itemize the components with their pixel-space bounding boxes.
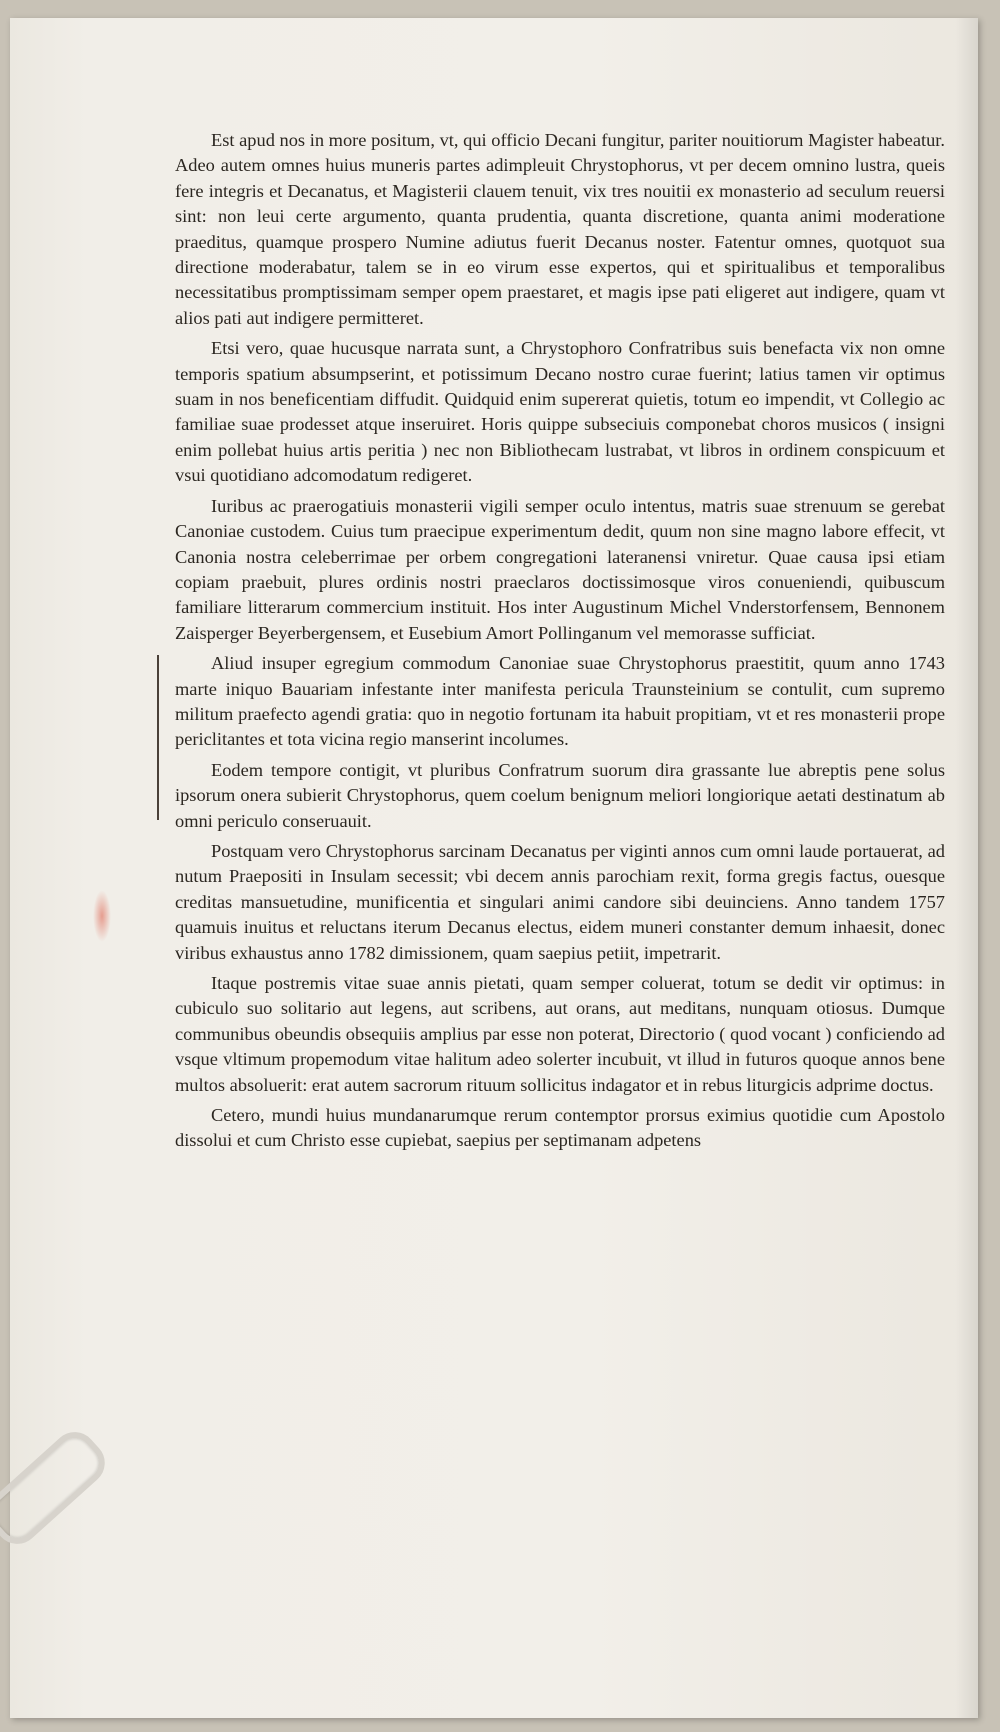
paragraph-7: Itaque postremis vitae suae annis pietati, quam semper coluerat, totum se dedit vir optimus: in cubiculo suo solitario aut legens, aut scribens, aut orans, aut meditans, nunquam otiosus. Dumque communibus obeundis obsequiis amplius par esse non poterat, Directorio ( quod vocant ) conficiendo ad vsque vltimum propemodum vitae halitum adeo solerter incubuit, vt illud in futuros quoque annos bene multos absoluerit: erat autem sacrorum rituum sollicitus indagator et in rebus liturgicis adprime doctus. — [175, 973, 945, 1095]
page-edge-shadow — [956, 18, 978, 1718]
red-ink-stain — [93, 890, 111, 942]
paragraph-2: Etsi vero, quae hucusque narrata sunt, a Chrystophoro Confratribus suis benefacta vix non omne temporis spatium absumpserint, et potissimum Decano nostro curae fuerint; latius tamen vir optimus suam in nos beneficentiam diffudit. Quidquid enim supererat quietis, totum eo impendit, vt Collegio ac familiae suae prodesset atque inseruiret. Horis quippe subseciuis componebat choros musicos ( insigni enim pollebat huius artis peritia ) nec non Bibliothecam lustrabat, vt libros in ordinem conspicuum et vsui quotidiano adcomodatum redigeret. — [175, 338, 945, 486]
paragraph-4: Aliud insuper egregium commodum Canoniae suae Chrystophorus praestitit, quum anno 1743 marte iniquo Bauariam infestante inter manifesta pericula Traunsteinium se contulit, cum supremo militum praefecto agendi gratia: quo in negotio fortunam ita habuit propitiam, vt et res monasterii prope periclitantes et tota vicina regio manserint incolumes. — [175, 653, 945, 750]
page-body-text — [175, 128, 945, 1159]
paragraph-1: Est apud nos in more positum, vt, qui officio Decani fungitur, pariter nouitiorum Magister habeatur. Adeo autem omnes huius muneris partes adimpleuit Chrystophorus, vt per decem omnino lustra, queis fere integris et Decanatus, et Magisterii clauem tenuit, vix tres nouitii ex monasterio ad seculum reuersi sint: non leui certe argumento, quanta prudentia, quanta discretione, quanta animi moderatione praeditus, quamque prospero Numine adiutus fuerit Decanus noster. Fatentur omnes, quotquot sua directione moderabatur, talem se in eo virum esse expertos, qui et spiritualibus et temporalibus necessitatibus promptissimam semper opem praestaret, et magis ipse pati eligeret aut indigere, quam vt alios pati aut indigere permitteret. — [175, 130, 945, 328]
margin-pencil-mark — [157, 655, 159, 820]
paragraph-5: Eodem tempore contigit, vt pluribus Confratrum suorum dira grassante lue abreptis pene solus ipsorum onera subierit Chrystophorus, quem coelum benignum meliori longiorique aetati destinatum ab omni periculo conseruauit. — [175, 759, 945, 831]
paragraph-8: Cetero, mundi huius mundanarumque rerum contemptor prorsus eximius quotidie cum Apostolo dissolui et cum Christo esse cupiebat, saepius per septimanam adpetens — [175, 1105, 945, 1151]
paragraph-6: Postquam vero Chrystophorus sarcinam Decanatus per viginti annos cum omni laude portauerat, ad nutum Praepositi in Insulam secessit; vbi decem annis parochiam rexit, forma gregis factus, ouesque creditas mansuetudine, munificentia et singulari animi candore sibi deuinciens. Anno tandem 1757 quamuis inuitus et reluctans iterum Decanus electus, eidem muneri constanter demum inhaesit, donec viribus exhaustus anno 1782 dimissionem, quam saepius petiit, impetrarit. — [175, 840, 945, 963]
paragraph-3: Iuribus ac praerogatiuis monasterii vigili semper oculo intentus, matris suae strenuum se gerebat Canoniae custodem. Cuius tum praecipue experimentum dedit, quum non sine magno labore effecit, vt Canonia nostra celeberrimae per orbem congregationi lateranensi vniretur. Quae causa ipsi etiam copiam praebuit, plures ordinis nostri praeclaros doctissimosque viros conueniendi, quibuscum familiare litterarum commercium instituit. Hos inter Augustinum Michel Vnderstorfensem, Bennonem Zaisperger Beyerbergensem, et Eusebium Amort Pollinganum vel memorasse sufficiat. — [175, 495, 945, 643]
